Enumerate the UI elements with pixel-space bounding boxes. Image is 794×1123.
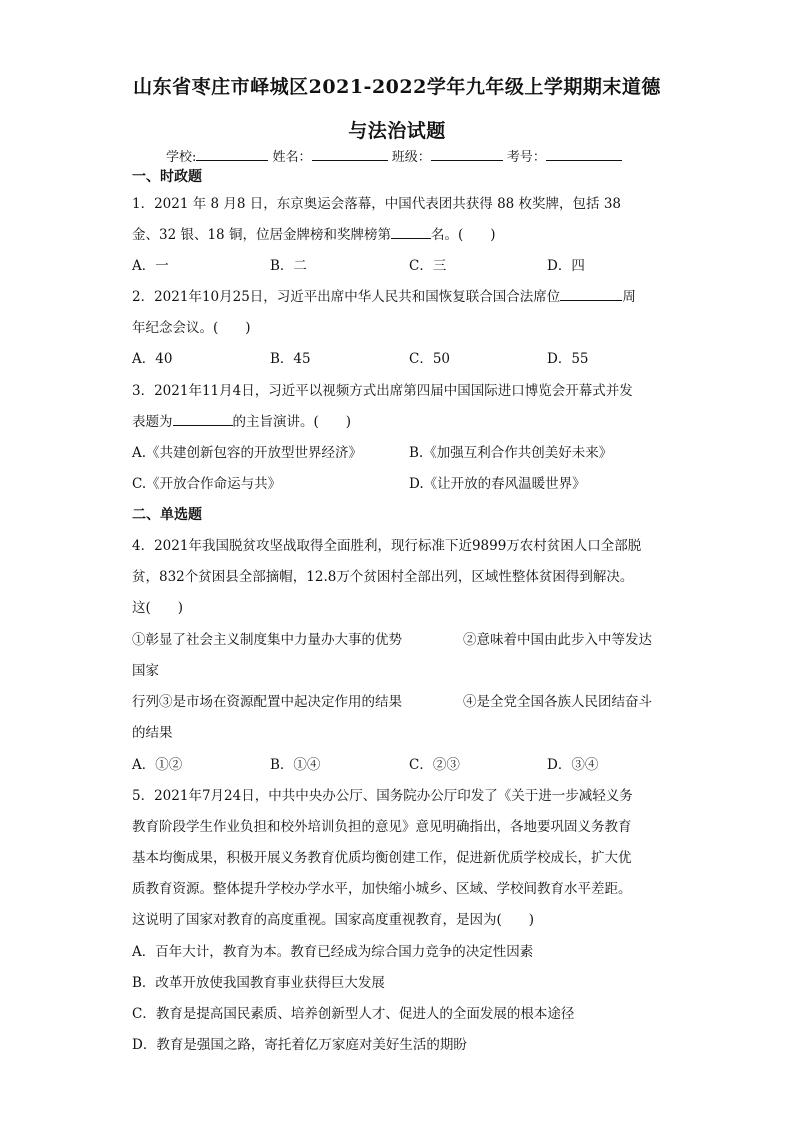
q1-option-a: A．一 [132, 258, 169, 274]
q3-line2-end: 的主旨演讲。( ) [232, 414, 352, 430]
q2-line2: 年纪念会议。( ) [132, 320, 251, 336]
class-blank [431, 148, 503, 161]
q1-answer-blank [391, 225, 431, 239]
q4-option-c: C．②③ [409, 757, 460, 773]
q3-option-d: D.《让开放的春风温暖世界》 [409, 476, 586, 492]
exam-title-line1: 山东省枣庄市峄城区2021-2022学年九年级上学期期末道德 [133, 76, 661, 98]
q4-statement-3: 行列③是市场在资源配置中起决定作用的结果 [132, 694, 402, 710]
q5-line1: 5．2021年7月24日，中共中央办公厅、国务院办公厅印发了《关于进一步减轻义务 [132, 788, 633, 804]
q5-line5: 这说明了国家对教育的高度重视。国家高度重视教育，是因为( ) [132, 912, 535, 928]
q4-line1: 4．2021年我国脱贫攻坚战取得全面胜利，现行标准下近9899万农村贫困人口全部脱 [132, 538, 642, 554]
q4-option-a: A．①② [132, 757, 183, 773]
q4-statement-2: ②意味着中国由此步入中等发达 [463, 632, 652, 648]
q4-option-b: B．①④ [270, 757, 321, 773]
q5-option-d: D．教育是强国之路，寄托着亿万家庭对美好生活的期盼 [132, 1037, 467, 1053]
section-heading-single-choice: 二、单选题 [132, 507, 202, 523]
q2-line1-end: 周 [622, 289, 636, 305]
q3-line2-text: 表题为 [132, 414, 173, 430]
q2-answer-blank [560, 287, 622, 301]
q5-line3: 基本均衡成果，积极开展义务教育优质均衡创建工作，促进新优质学校成长，扩大优 [132, 850, 632, 866]
exam-no-label: 考号： [506, 150, 546, 165]
q5-option-c: C．教育是提高国民素质、培养创新型人才、促进人的全面发展的根本途径 [132, 1006, 575, 1022]
q1-line1: 1．2021 年 8 月8 日，东京奥运会落幕，中国代表团共获得 88 枚奖牌，包括 38 [132, 196, 622, 212]
q4-line2: 贫，832个贫困县全部摘帽，12.8万个贫困村全部出列，区域性整体贫困得到解决。 [132, 569, 634, 585]
q2-line1-text: 2．2021年10月25日，习近平出席中华人民共和国恢复联合国合法席位 [132, 289, 561, 305]
student-info-row [166, 146, 622, 165]
q1-option-d: D．四 [547, 258, 585, 274]
q3-option-c: C.《开放合作命运与共》 [132, 476, 282, 492]
school-blank [196, 148, 268, 161]
q3-answer-blank [173, 412, 233, 426]
q2-option-a: A．40 [132, 351, 173, 367]
q5-line4: 质教育资源。整体提升学校办学水平，加快缩小城乡、区域、学校间教育水平差距。 [132, 881, 632, 897]
exam-no-blank [546, 148, 622, 161]
q1-line2 [132, 223, 496, 243]
q3-line1: 3．2021年11月4日，习近平以视频方式出席第四届中国国际进口博览会开幕式并发 [132, 383, 633, 399]
q5-line2: 教育阶段学生作业负担和校外培训负担的意见》意见明确指出，各地要巩固义务教育 [132, 819, 632, 835]
q1-option-b: B．二 [270, 258, 307, 274]
q2-line1 [132, 285, 636, 305]
q4-statement-1: ①彰显了社会主义制度集中力量办大事的优势 [132, 632, 402, 648]
q1-line2-end: 名。( ) [430, 227, 496, 243]
q4-statement-4: ④是全党全国各族人民团结奋斗 [463, 694, 652, 710]
exam-title-line2: 与法治试题 [348, 120, 446, 142]
q3-option-b: B.《加强互利合作共创美好未来》 [409, 445, 613, 461]
q2-option-c: C．50 [409, 351, 451, 367]
q3-option-a: A.《共建创新包容的开放型世界经济》 [132, 445, 363, 461]
q4-line3: 这( ) [132, 600, 184, 616]
q4-statement-2-cont: 国家 [132, 663, 159, 679]
q1-option-c: C．三 [409, 258, 447, 274]
school-label: 学校: [166, 150, 197, 165]
q4-statement-4-cont: 的结果 [132, 725, 173, 741]
q2-option-d: D．55 [547, 351, 589, 367]
q3-line2 [132, 410, 351, 430]
name-label: 姓名： [272, 150, 312, 165]
section-heading-current-affairs: 一、时政题 [132, 169, 202, 185]
class-label: 班级： [391, 150, 431, 165]
q2-option-b: B．45 [270, 351, 311, 367]
q5-option-a: A．百年大计，教育为本。教育已经成为综合国力竞争的决定性因素 [132, 944, 534, 960]
q1-line2-text: 金、32 银、18 铜，位居金牌榜和奖牌榜第 [132, 227, 391, 243]
q5-option-b: B．改革开放使我国教育事业获得巨大发展 [132, 975, 385, 991]
q4-option-d: D．③④ [547, 757, 599, 773]
name-blank [312, 148, 388, 161]
